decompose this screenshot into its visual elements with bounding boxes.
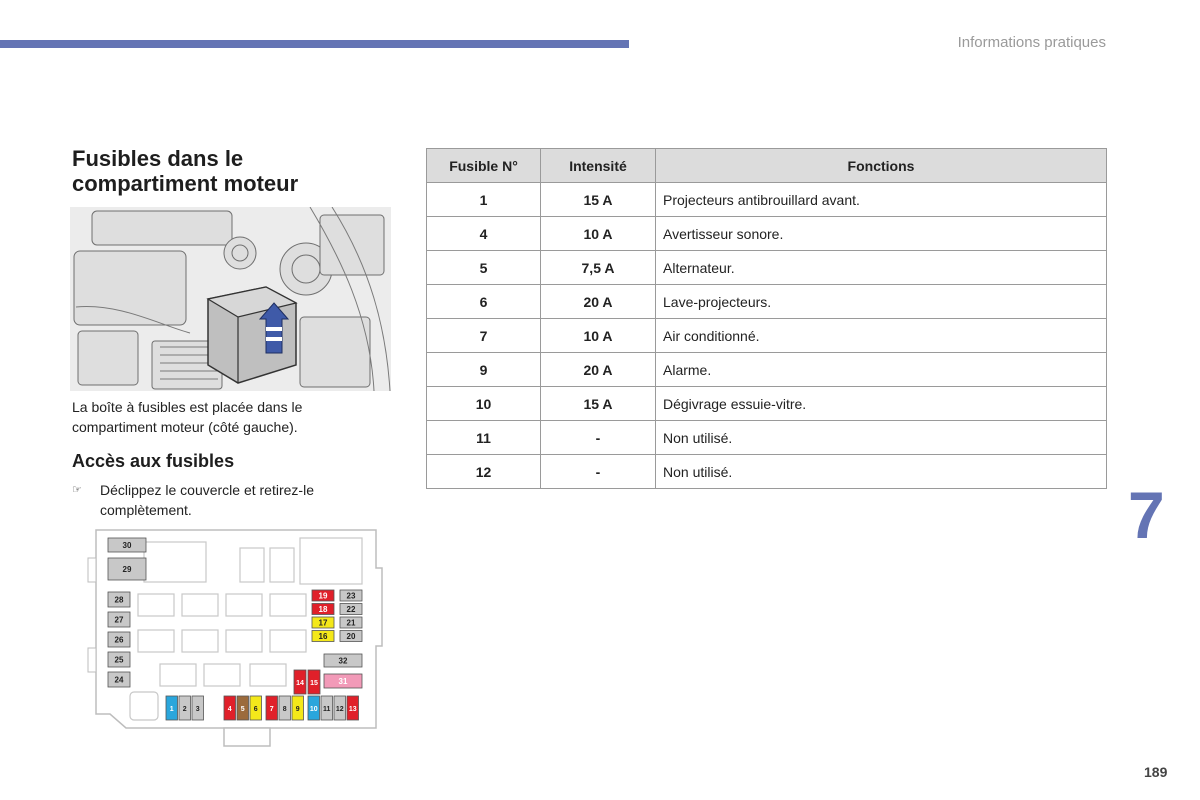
fuse-label: 27 (114, 615, 124, 625)
fuse-function: Alarme. (656, 353, 1107, 387)
fuse-intensity: 20 A (541, 353, 656, 387)
fuse-label: 17 (318, 618, 328, 628)
fuse-label: 9 (295, 706, 300, 713)
fuse-label: 32 (338, 656, 348, 666)
fuse-number: 7 (427, 319, 541, 353)
fuse-number: 12 (427, 455, 541, 489)
fuse-label: 19 (318, 591, 328, 601)
table-row (427, 353, 1107, 387)
table-row (427, 421, 1107, 455)
fuse-label: 16 (318, 632, 328, 641)
header-intensity: Intensité (541, 149, 656, 183)
fuse-label: 12 (335, 706, 344, 713)
fuse-function: Non utilisé. (656, 421, 1107, 455)
table-row (427, 285, 1107, 319)
table-row (427, 455, 1107, 489)
fuse-label: 31 (338, 677, 348, 686)
fuse-label: 23 (346, 591, 356, 601)
page-number: 189 (1144, 764, 1168, 780)
fuse-number: 9 (427, 353, 541, 387)
table-row (427, 183, 1107, 217)
header-accent-bar (0, 40, 629, 48)
fuse-number: 1 (427, 183, 541, 217)
fuse-intensity: - (541, 455, 656, 489)
fuse-intensity: 20 A (541, 285, 656, 319)
fuse-label: 3 (195, 706, 200, 713)
fuse-label: 4 (227, 706, 232, 713)
fuse-label: 28 (114, 595, 124, 605)
section-title: Informations pratiques (957, 34, 1106, 51)
fuse-function: Air conditionné. (656, 319, 1107, 353)
fuse-number: 6 (427, 285, 541, 319)
page-title: Fusibles dans le compartiment moteur (72, 146, 299, 196)
fuse-table (426, 148, 1107, 489)
header-functions: Fonctions (656, 149, 1107, 183)
fuse-label: 7 (269, 706, 274, 713)
fuse-label: 18 (318, 605, 328, 614)
fuse-label: 15 (310, 680, 318, 687)
fuse-number: 4 (427, 217, 541, 251)
fuse-label: 13 (348, 706, 357, 713)
fuse-function: Dégivrage essuie-vitre. (656, 387, 1107, 421)
fusebox-diagram (86, 528, 386, 748)
table-row (427, 387, 1107, 421)
fuse-number: 5 (427, 251, 541, 285)
engine-compartment-illustration (70, 207, 391, 391)
fuse-table-header (427, 149, 1107, 183)
fuse-label: 29 (122, 565, 132, 574)
access-heading: Accès aux fusibles (72, 451, 235, 471)
fuse-label: 22 (346, 605, 356, 614)
fuse-function: Lave-projecteurs. (656, 285, 1107, 319)
fuse-label: 24 (114, 675, 124, 685)
fuse-label: 8 (282, 706, 287, 713)
fuse-label: 20 (346, 632, 356, 641)
fuse-function: Projecteurs antibrouillard avant. (656, 183, 1107, 217)
fuse-intensity: 7,5 A (541, 251, 656, 285)
fuse-label: 6 (253, 706, 258, 713)
fuse-label: 21 (346, 618, 356, 628)
fuse-function: Non utilisé. (656, 455, 1107, 489)
chapter-number: 7 (1128, 478, 1165, 552)
instruction-text: Déclippez le couvercle et retirez-le complètement. (100, 482, 314, 518)
fuse-intensity: 10 A (541, 319, 656, 353)
header-fuse-number: Fusible N° (427, 149, 541, 183)
fuse-label: 26 (114, 635, 124, 645)
fuse-number: 10 (427, 387, 541, 421)
pointing-hand-icon: ☞ (72, 484, 82, 496)
fuse-function: Avertisseur sonore. (656, 217, 1107, 251)
fuse-label: 30 (122, 541, 132, 550)
fuse-label: 25 (114, 655, 124, 665)
fuse-number: 11 (427, 421, 541, 455)
fuse-intensity: 15 A (541, 387, 656, 421)
fuse-intensity: - (541, 421, 656, 455)
fuse-label: 10 (309, 706, 318, 713)
table-row (427, 251, 1107, 285)
fuse-label: 1 (169, 706, 174, 713)
fuse-intensity: 15 A (541, 183, 656, 217)
fuse-label: 11 (323, 706, 331, 713)
table-row (427, 319, 1107, 353)
fuse-label: 14 (296, 680, 304, 687)
fuse-label: 2 (182, 706, 187, 713)
fuse-label: 5 (240, 706, 245, 713)
access-instruction (72, 480, 372, 520)
fuse-intensity: 10 A (541, 217, 656, 251)
fuse-function: Alternateur. (656, 251, 1107, 285)
table-row (427, 217, 1107, 251)
fuse-box-cover (208, 287, 296, 383)
fusebox-location-caption: La boîte à fusibles est placée dans le compartiment moteur (côté gauche). (72, 399, 303, 435)
